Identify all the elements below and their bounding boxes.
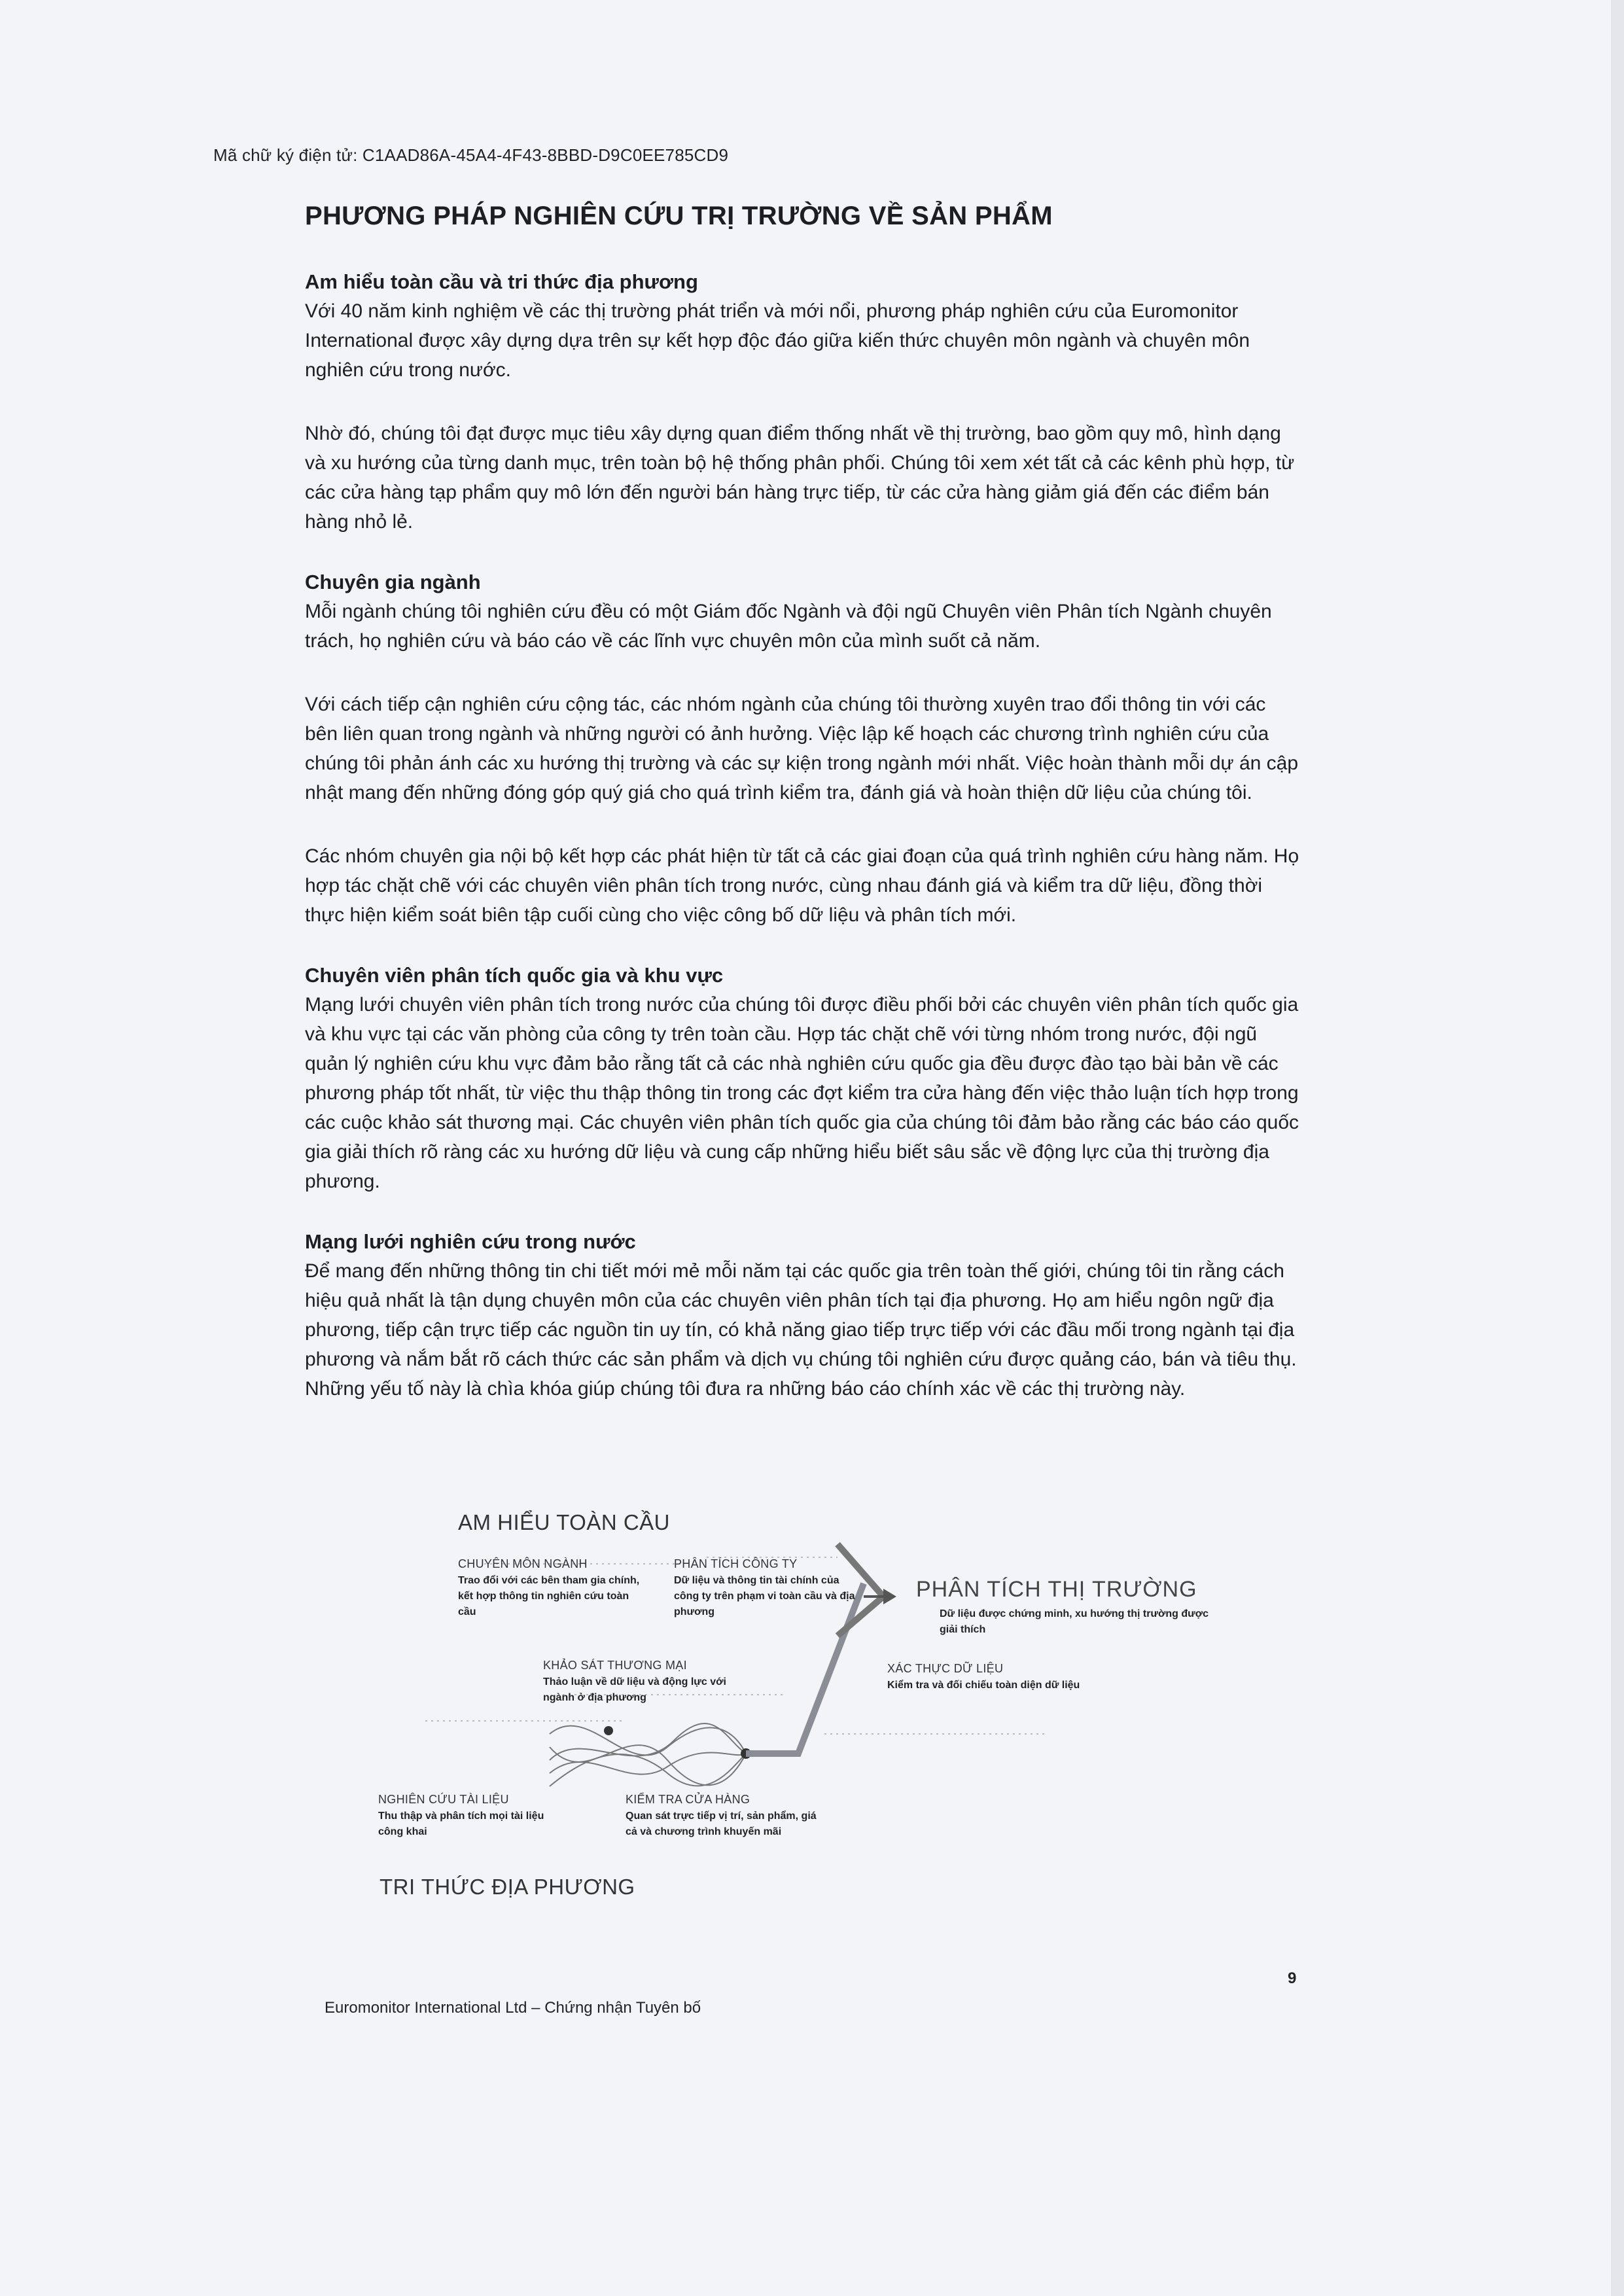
node-desc: Thu thập và phân tích mọi tài liệu công khai bbox=[378, 1810, 544, 1837]
arrow-head bbox=[883, 1589, 896, 1604]
paragraph: Với 40 năm kinh nghiệm về các thị trường phát triển và mới nổi, phương pháp nghiên cứu của Euromonitor International được xây dựng dựa trên sự kết hợp độc đáo giữa kiến thức chuyên môn ngành và chuyên môn nghiên cứu trong nước. bbox=[305, 300, 1250, 381]
node-label: PHÂN TÍCH CÔNG TY bbox=[674, 1557, 798, 1570]
node-label: XÁC THỰC DỮ LIỆU bbox=[887, 1662, 1004, 1675]
node-desc: Kiểm tra và đối chiếu toàn diện dữ liệu bbox=[887, 1680, 1080, 1691]
node-label: KHẢO SÁT THƯƠNG MẠI bbox=[543, 1659, 687, 1672]
section-country-analysts bbox=[305, 964, 1299, 1196]
section-industry-experts bbox=[305, 571, 1299, 930]
section-heading: Mạng lưới nghiên cứu trong nước bbox=[305, 1230, 636, 1253]
section-local-network bbox=[305, 1230, 1299, 1404]
page-edge bbox=[1611, 0, 1624, 2296]
section-heading: Chuyên viên phân tích quốc gia và khu vực bbox=[305, 964, 724, 987]
research-diagram bbox=[366, 1505, 1230, 1917]
document-body bbox=[305, 202, 1299, 1438]
diagram-top-title: AM HIỂU TOÀN CẦU bbox=[458, 1510, 670, 1534]
diagram-result-desc: Dữ liệu được chứng minh, xu hướng thị trường được giải thích bbox=[940, 1608, 1209, 1635]
page-number: 9 bbox=[1288, 1969, 1297, 1987]
node-label: NGHIÊN CỨU TÀI LIỆU bbox=[378, 1793, 509, 1806]
network-line bbox=[550, 1723, 746, 1760]
footer: Euromonitor International Ltd – Chứng nhận Tuyên bố bbox=[325, 1999, 701, 2017]
diagram-bottom-title: TRI THỨC ĐỊA PHƯƠNG bbox=[380, 1875, 635, 1899]
node-dot bbox=[604, 1726, 613, 1735]
digital-signature: Mã chữ ký điện tử: C1AAD86A-45A4-4F43-8BBD-D9C0EE785CD9 bbox=[213, 145, 729, 165]
node-desc: Quan sát trực tiếp vị trí, sản phẩm, giá cả và chương trình khuyến mãi bbox=[626, 1810, 817, 1837]
diagram-result-title: PHÂN TÍCH THỊ TRƯỜNG bbox=[916, 1577, 1197, 1602]
node-desc: Thảo luận về dữ liệu và động lực với ngành ở địa phương bbox=[543, 1676, 726, 1703]
network-line bbox=[550, 1754, 746, 1786]
paragraph: Các nhóm chuyên gia nội bộ kết hợp các phát hiện từ tất cả các giai đoạn của quá trình nghiên cứu hàng năm. Họ hợp tác chặt chẽ với các chuyên viên phân tích trong nước, cùng nhau đánh giá và kiểm tra dữ liệu, đồng thời thực hiện kiểm soát biên tập cuối cùng cho việc công bố dữ liệu và phân tích mới. bbox=[305, 845, 1299, 926]
paragraph: Mạng lưới chuyên viên phân tích trong nước của chúng tôi được điều phối bởi các chuyên viên phân tích quốc gia và khu vực tại các văn phòng của công ty trên toàn cầu. Hợp tác chặt chẽ với từng nhóm trong nước, đội ngũ quản lý nghiên cứu khu vực đảm bảo rằng tất cả các nhà nghiên cứu quốc gia đều được đào tạo bài bản về các phương pháp tốt nhất, từ việc thu thập thông tin trong các đợt kiểm tra cửa hàng đến việc thảo luận tích hợp trong các cuộc khảo sát thương mại. Các chuyên viên phân tích quốc gia của chúng tôi đảm bảo rằng các báo cáo quốc gia giải thích rõ ràng các xu hướng dữ liệu và cung cấp những hiểu biết sâu sắc về động lực của thị trường địa phương. bbox=[305, 994, 1299, 1192]
page-title: PHƯƠNG PHÁP NGHIÊN CỨU TRỊ TRƯỜNG VỀ SẢN PHẨM bbox=[305, 202, 1053, 230]
section-heading: Chuyên gia ngành bbox=[305, 571, 481, 593]
paragraph: Với cách tiếp cận nghiên cứu cộng tác, các nhóm ngành của chúng tôi thường xuyên trao đổi thông tin với các bên liên quan trong ngành và những người có ảnh hưởng. Việc lập kế hoạch các chương trình nghiên cứu của chúng tôi phản ánh các xu hướng thị trường và các sự kiện trong ngành mới nhất. Việc hoàn thành mỗi dự án cập nhật mang đến những đóng góp quý giá cho quá trình kiểm tra, đánh giá và hoàn thiện dữ liệu của chúng tôi. bbox=[305, 694, 1299, 804]
paragraph: Nhờ đó, chúng tôi đạt được mục tiêu xây dựng quan điểm thống nhất về thị trường, bao gồm quy mô, hình dạng và xu hướng của từng danh mục, trên toàn bộ hệ thống phân phối. Chúng tôi xem xét tất cả các kênh phù hợp, từ các cửa hàng tạp phẩm quy mô lớn đến người bán hàng trực tiếp, từ các cửa hàng giảm giá đến các điểm bán hàng nhỏ lẻ. bbox=[305, 423, 1295, 533]
node-label: KIỂM TRA CỬA HÀNG bbox=[626, 1793, 750, 1806]
section-global-local bbox=[305, 270, 1299, 537]
paragraph: Mỗi ngành chúng tôi nghiên cứu đều có một Giám đốc Ngành và đội ngũ Chuyên viên Phân tích Ngành chuyên trách, họ nghiên cứu và báo cáo về các lĩnh vực chuyên môn của mình suốt cả năm. bbox=[305, 601, 1272, 652]
node-desc: Dữ liệu và thông tin tài chính của công ty trên phạm vi toàn cầu và địa phương bbox=[674, 1575, 855, 1617]
network-line bbox=[550, 1726, 746, 1756]
paragraph: Để mang đến những thông tin chi tiết mới mẻ mỗi năm tại các quốc gia trên toàn thế giới, chúng tôi tin rằng cách hiệu quả nhất là tận dụng chuyên môn của các chuyên viên phân tích tại địa phương. Họ am hiểu ngôn ngữ địa phương, tiếp cận trực tiếp các nguồn tin uy tín, có khả năng giao tiếp trực tiếp với các đầu mối trong ngành tại địa phương và nắm bắt rõ cách thức các sản phẩm và dịch vụ chúng tôi nghiên cứu được quảng cáo, bán và tiêu thụ. Những yếu tố này là chìa khóa giúp chúng tôi đưa ra những báo cáo chính xác về các thị trường này. bbox=[305, 1260, 1297, 1400]
node-desc: Trao đổi với các bên tham gia chính, kết hợp thông tin nghiên cứu toàn cầu bbox=[458, 1575, 640, 1617]
node-label: CHUYÊN MÔN NGÀNH bbox=[458, 1557, 588, 1570]
network-line bbox=[550, 1752, 746, 1774]
section-heading: Am hiểu toàn cầu và tri thức địa phương bbox=[305, 270, 698, 293]
